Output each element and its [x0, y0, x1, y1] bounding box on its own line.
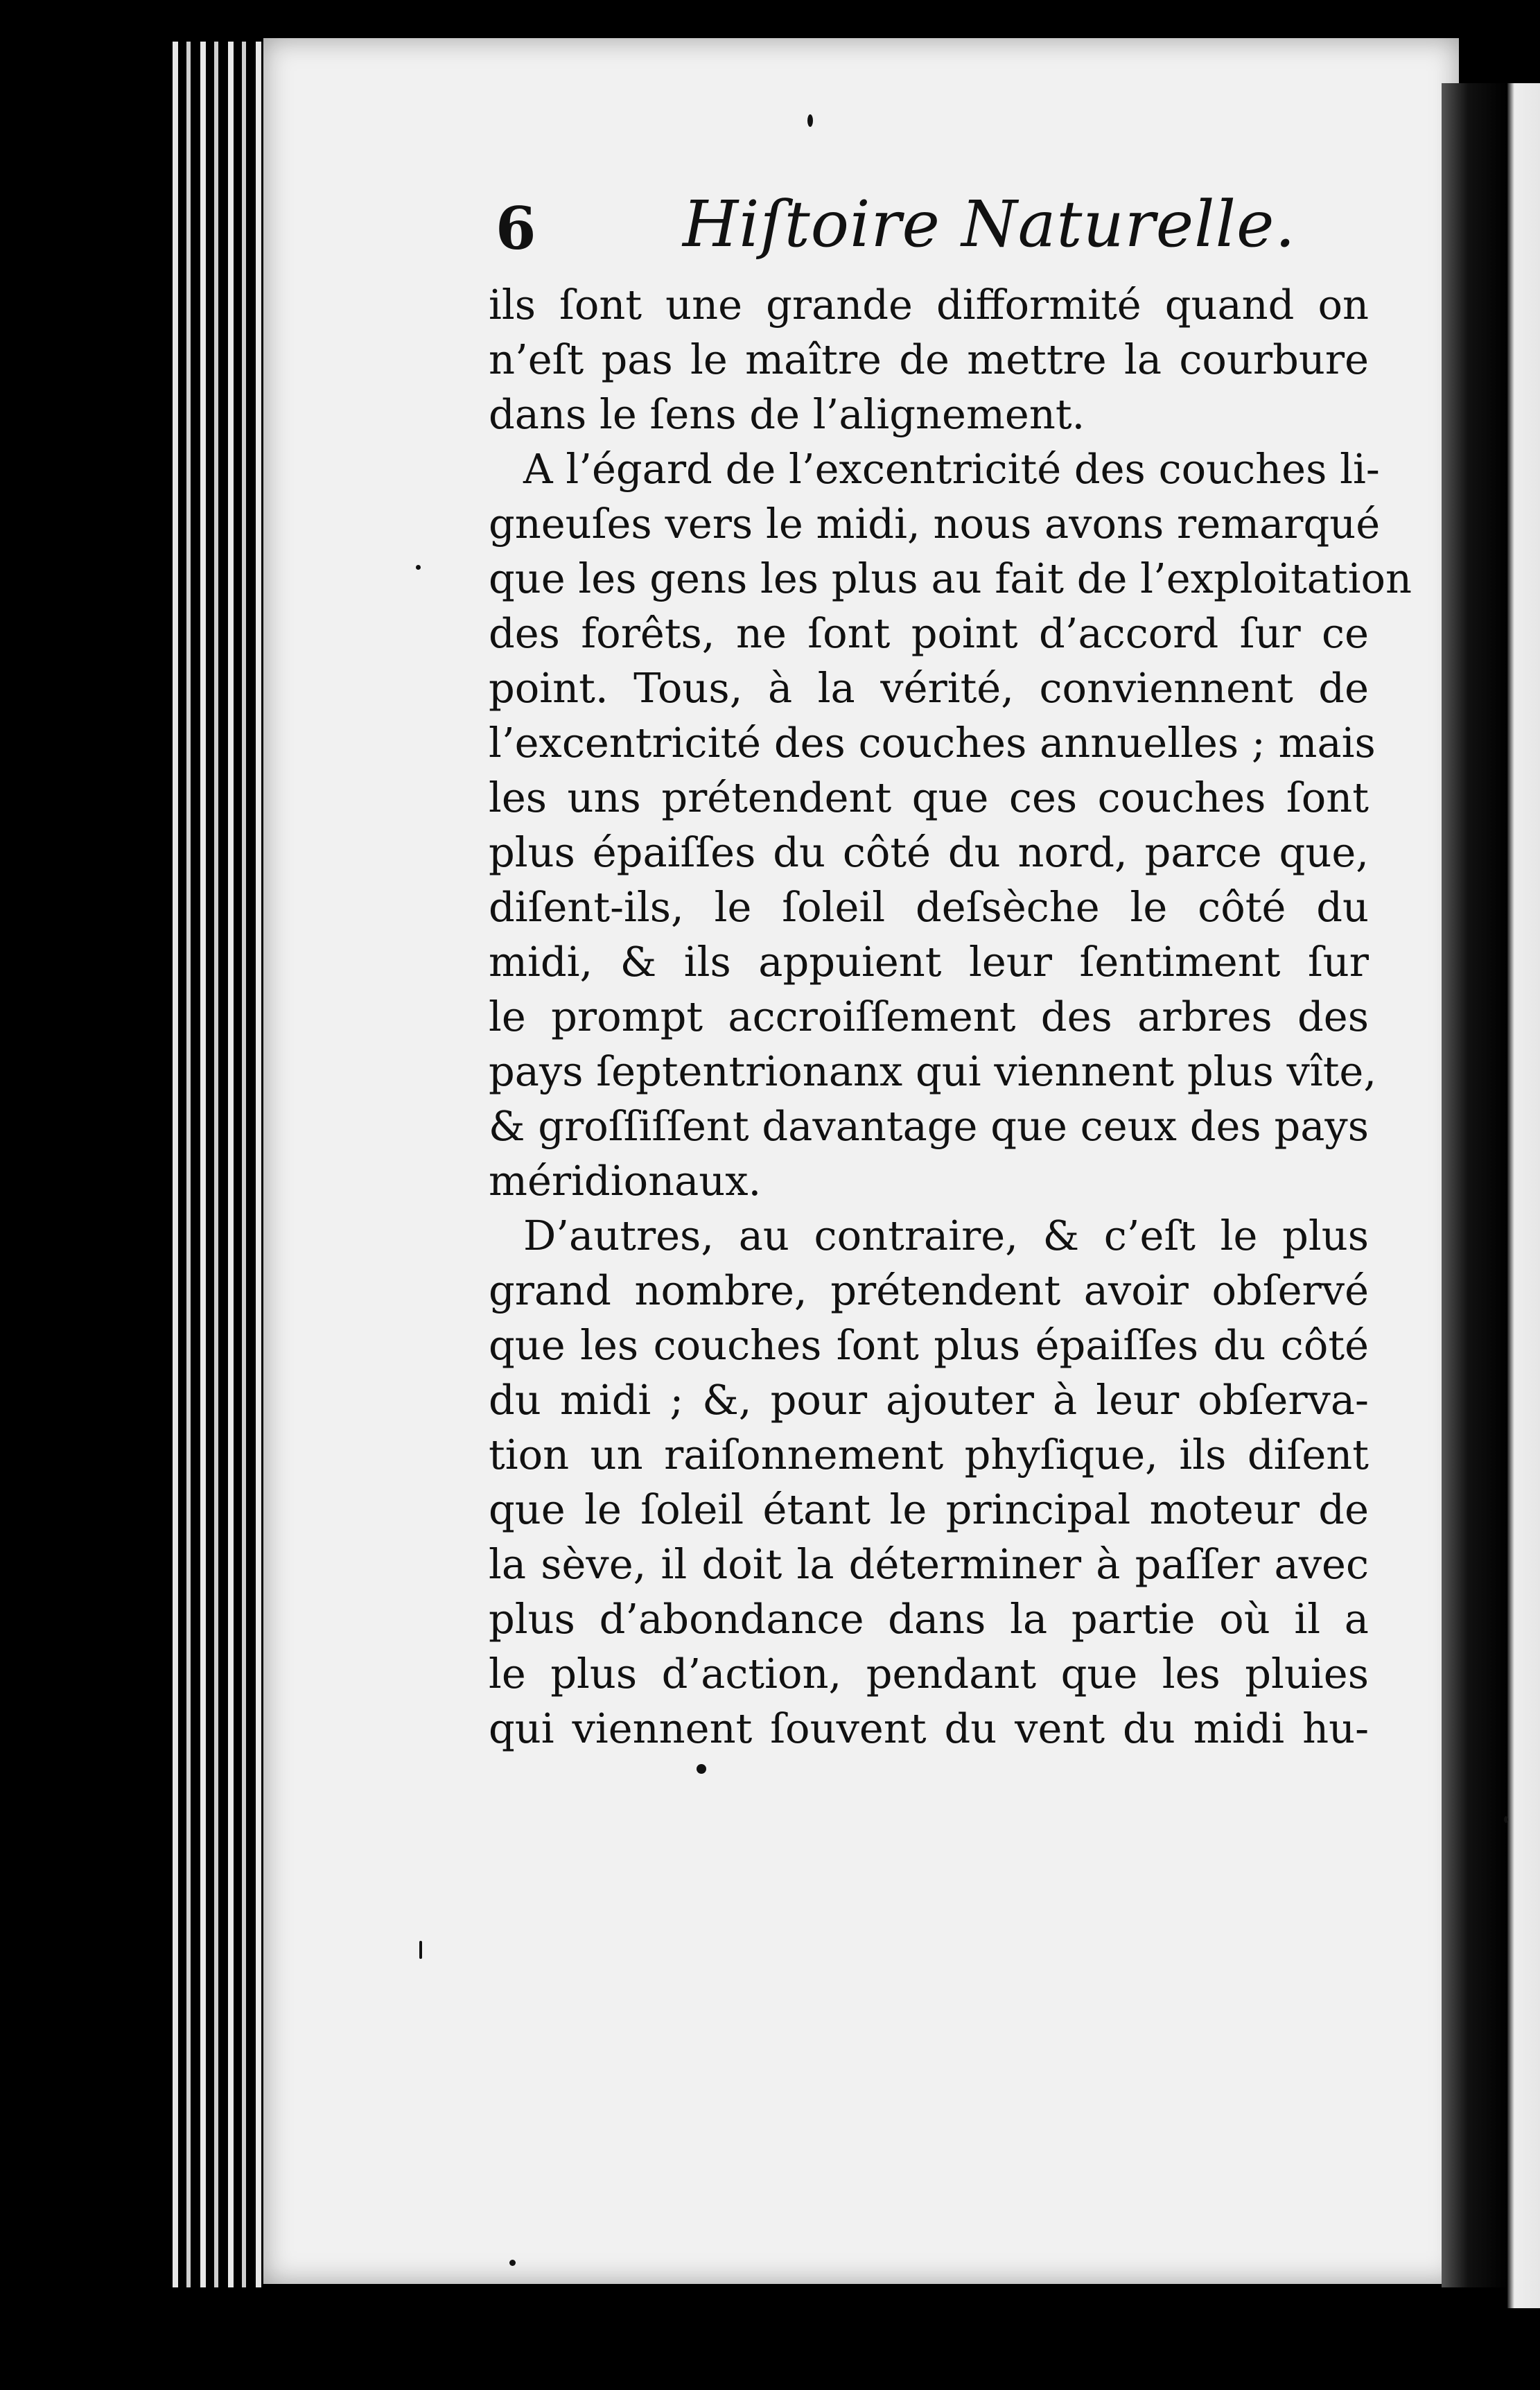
- scan-speck: [807, 114, 813, 127]
- page-header: [496, 187, 1397, 284]
- text-line: les uns prétendent que ces couches ſont: [489, 774, 1369, 821]
- text-line: que les couches ſont plus épaiſſes du côté: [489, 1321, 1369, 1369]
- text-line: gneuſes vers le midi, nous avons remarqué: [489, 500, 1381, 548]
- adjacent-page-edge: [1507, 83, 1540, 2308]
- text-line: qui viennent ſouvent du vent du midi hu-: [489, 1704, 1369, 1752]
- text-line: l’excentricité des couches annuelles ; mais: [489, 719, 1376, 767]
- text-line: midi, & ils appuient leur ſentiment ſur: [489, 938, 1369, 986]
- text-line: & groſſiſſent davantage que ceux des pays: [489, 1102, 1369, 1150]
- scan-speck: [1504, 1816, 1508, 1823]
- text-line: plus épaiſſes du côté du nord, parce que,: [489, 828, 1369, 876]
- text-line: le prompt accroiſſement des arbres des: [489, 993, 1369, 1040]
- page-gutter-shadow: [1442, 83, 1507, 2287]
- book-spine-edge: [163, 42, 267, 2287]
- text-line: n’eſt pas le maître de mettre la courbure: [489, 335, 1369, 383]
- text-line: pays ſeptentrionanx qui viennent plus vîte,: [489, 1047, 1377, 1095]
- text-line: A l’égard de l’excentricité des couches li-: [523, 445, 1380, 493]
- text-line: dans le ſens de l’alignement.: [489, 390, 1085, 438]
- text-line: que les gens les plus au fait de l’exploitation: [489, 555, 1412, 602]
- page-number: 6: [496, 194, 536, 263]
- scan-speck: [697, 1764, 706, 1774]
- running-title: Hiſtoire Naturelle.: [683, 187, 1296, 261]
- text-line: la sève, il doit la déterminer à paſſer avec: [489, 1540, 1369, 1588]
- text-line: ils ſont une grande difformité quand on: [489, 281, 1369, 329]
- text-line: que le ſoleil étant le principal moteur de: [489, 1485, 1369, 1533]
- text-line: méridionaux.: [489, 1157, 762, 1205]
- text-line: des forêts, ne ſont point d’accord ſur ce: [489, 609, 1369, 657]
- text-line: diſent-ils, le ſoleil deſsèche le côté du: [489, 883, 1369, 931]
- text-line: point. Tous, à la vérité, conviennent de: [489, 664, 1369, 712]
- text-line: D’autres, au contraire, & c’eſt le plus: [523, 1212, 1369, 1259]
- text-line: le plus d’action, pendant que les pluies: [489, 1650, 1369, 1698]
- scan-speck: [416, 565, 421, 570]
- scan-speck: [509, 2260, 516, 2266]
- text-line: plus d’abondance dans la partie où il a: [489, 1595, 1369, 1643]
- text-line: grand nombre, prétendent avoir obſervé: [489, 1266, 1369, 1314]
- body-text: [489, 277, 1412, 1756]
- text-line: tion un raiſonnement phyſique, ils diſent: [489, 1431, 1369, 1479]
- scan-speck: [419, 1941, 422, 1959]
- text-line: du midi ; &, pour ajouter à leur obſerva-: [489, 1376, 1369, 1424]
